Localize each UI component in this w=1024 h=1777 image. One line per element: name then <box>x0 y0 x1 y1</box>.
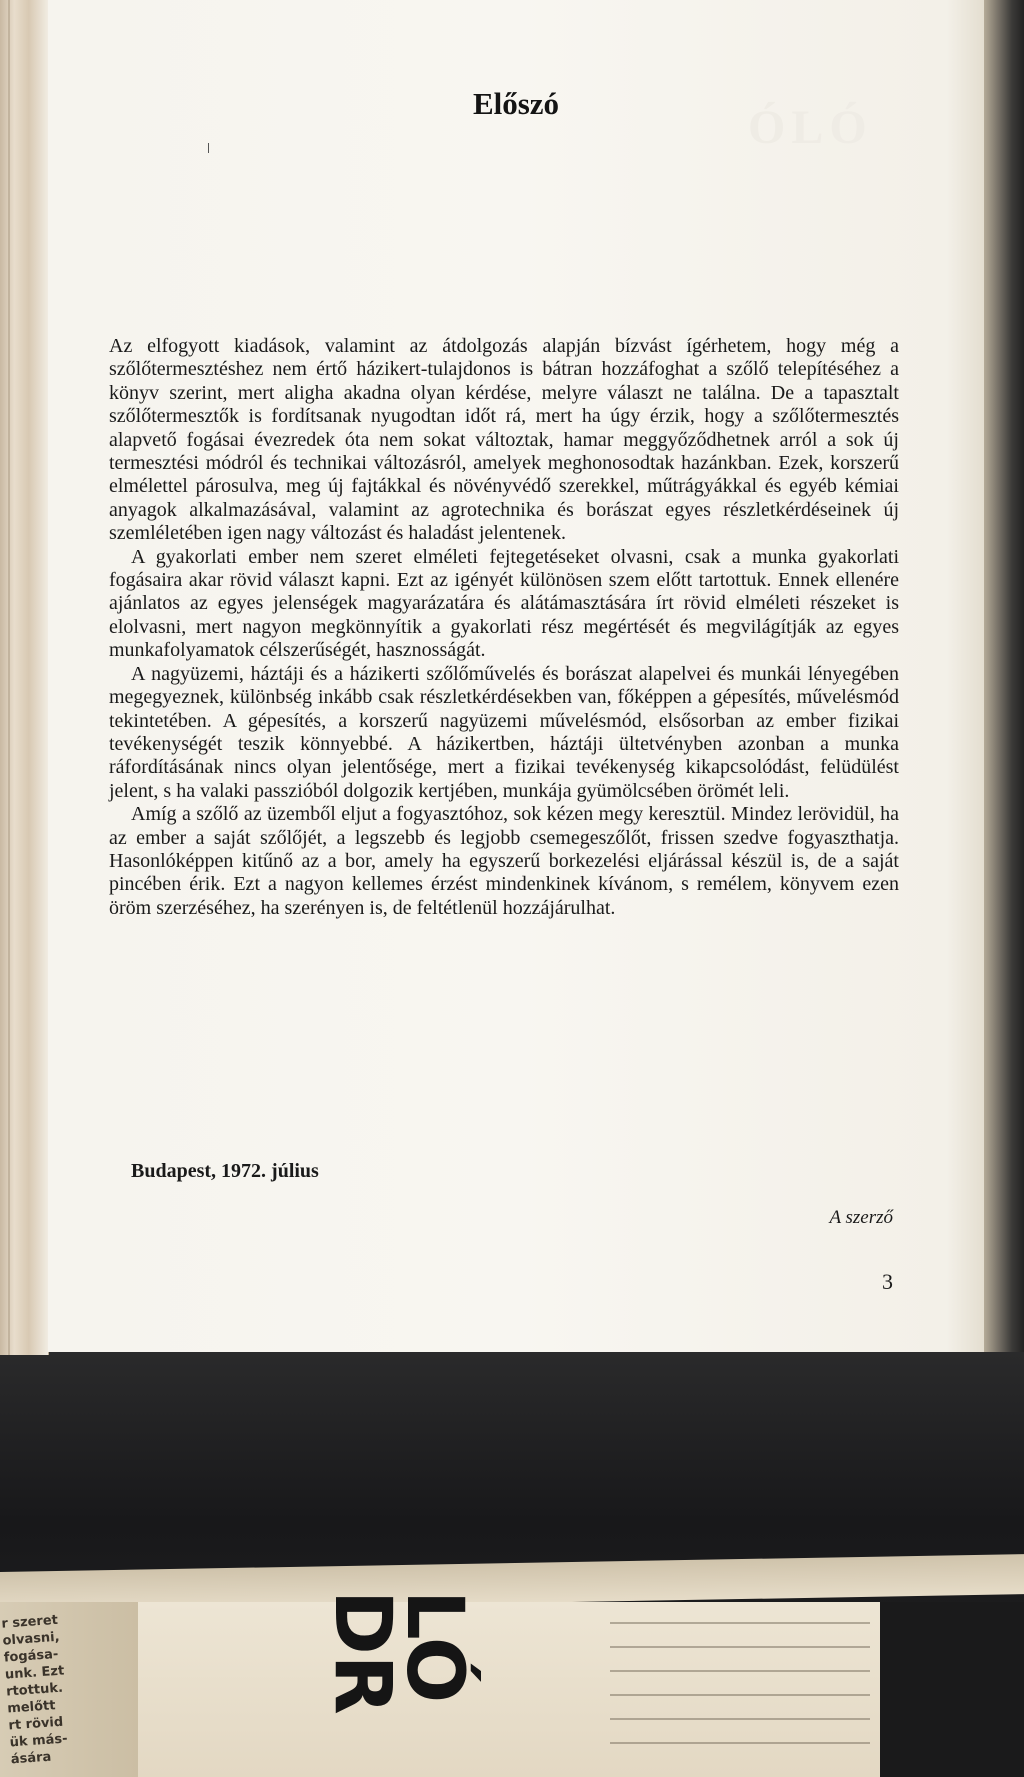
page-edge-lines <box>610 1612 870 1772</box>
book-page <box>48 0 984 1352</box>
paragraph-4: Amíg a szőlő az üzemből eljut a fogyasztóhoz, sok kézen megy keresztül. Mindez lerövidül, ha az ember a saját szőlőjét, a legszebb és legjobb csemegeszőlőt, frissen szedve fogyaszthatja. Hasonlóképpen kitűnő az a bor, amely ha egyszerű borkezelési eljárással készül is, de a saját pincében érik. Ezt a nagyon kellemes érzést mindenkinek kívánom, s remélem, könyvem ezen öröm szerzéséhez, ha szerényen is, de feltétlenül hozzájárulhat. <box>109 803 899 919</box>
paragraph-2: A gyakorlati ember nem szeret elméleti fejtegetéseket olvasni, csak a munka gyakorlati fogásaira akar rövid választ kapni. Ezt az igényét különösen szem előtt tartottuk. Ennek ellenére ajánlatos az egyes jelenségek magyarázatára és alátámasztására írt rövid elméleti részeket is elolvasni, mert nagyon megkönnyítik a gyakorlati rész megértését és megvilágítják az egyes munkafolyamatok célszerűségét, hasznosságát. <box>109 545 899 662</box>
fragment-line: olvasni, <box>2 1629 61 1649</box>
fragment-line: rt rövid <box>8 1714 64 1734</box>
spine-lettering: LÓ DR <box>317 1590 479 1715</box>
page-edge-shadow <box>984 0 1024 1352</box>
second-book-page-fragment <box>0 1602 138 1777</box>
margin-mark <box>208 143 209 153</box>
page-title: Előszó <box>472 86 560 121</box>
fragment-line: ük más- <box>9 1731 69 1751</box>
preface-body <box>109 335 899 920</box>
dark-corner <box>880 1602 1024 1777</box>
fragment-line: rtottuk. <box>5 1680 64 1700</box>
paragraph-3: A nagyüzemi, háztáji és a házikerti szőlőművelés és borászat alapelvei és munkái lényegében megegyeznek, különbség inkább csak részletkérdésekben van, főképpen a gépesítés, művelésmód tekintetében. A gépesítés, a korszerű nagyüzemi művelésmód, elsősorban az ember fizikai tevékenységét teszik könnyebbé. A házikertben, háztáji ültetvényben azonban a munka ráfordításának nincs olyan jelentősége, mert a fizikai tevékenység kikapcsolódást, felüdülést jelent, s ha valaki passzióból dolgozik kertjében, munkája gyümölcsében örömét leli. <box>109 662 899 802</box>
fragment-line: r szeret <box>0 1612 59 1632</box>
fragment-line: fogása- <box>3 1646 59 1666</box>
paragraph-1: Az elfogyott kiadások, valamint az átdolgozás alapján bízvást ígérhetem, hogy még a szőlőtermesztéshez nem értő házikert-tulajdonos is bátran hozzáfoghat a szőlő telepítéséhez a könyv szerint, mert aligha akadna olyan kérdése, melyre választ ne találna. De a tapasztalt szőlőtermesztők is fordítsanak nyugodtan időt rá, mert ha úgy érzik, hogy a szőlőtermesztés alapvető fogásai évezredek óta nem sokat változtak, hamar meggyőződhetnek arról a sok új termesztési módról és technikai változásról, amelyek meghonosodtak hazánkban. Ezek, korszerű elmélettel párosulva, meg új fajtákkal és növényvédő szerekkel, műtrágyákkal és egyéb kémiai anyagok alkalmazásával, valamint az agrotechnika és borászat egyes részletkérdéseinek új szemléletében igen nagy változást és haladást jelentenek. <box>109 335 899 545</box>
second-book <box>0 1572 1024 1777</box>
book-spine-left <box>0 0 49 1355</box>
author-signature: A szerző <box>829 1207 893 1228</box>
fragment-line: melőtt <box>6 1698 56 1717</box>
show-through-text: ÓLÓ <box>748 101 873 154</box>
dateline: Budapest, 1972. július <box>131 1160 319 1182</box>
fragment-line: ására <box>10 1749 52 1768</box>
page-number: 3 <box>882 1269 893 1294</box>
fragment-line: unk. Ezt <box>4 1663 65 1683</box>
fragment-text <box>1 1605 138 1769</box>
